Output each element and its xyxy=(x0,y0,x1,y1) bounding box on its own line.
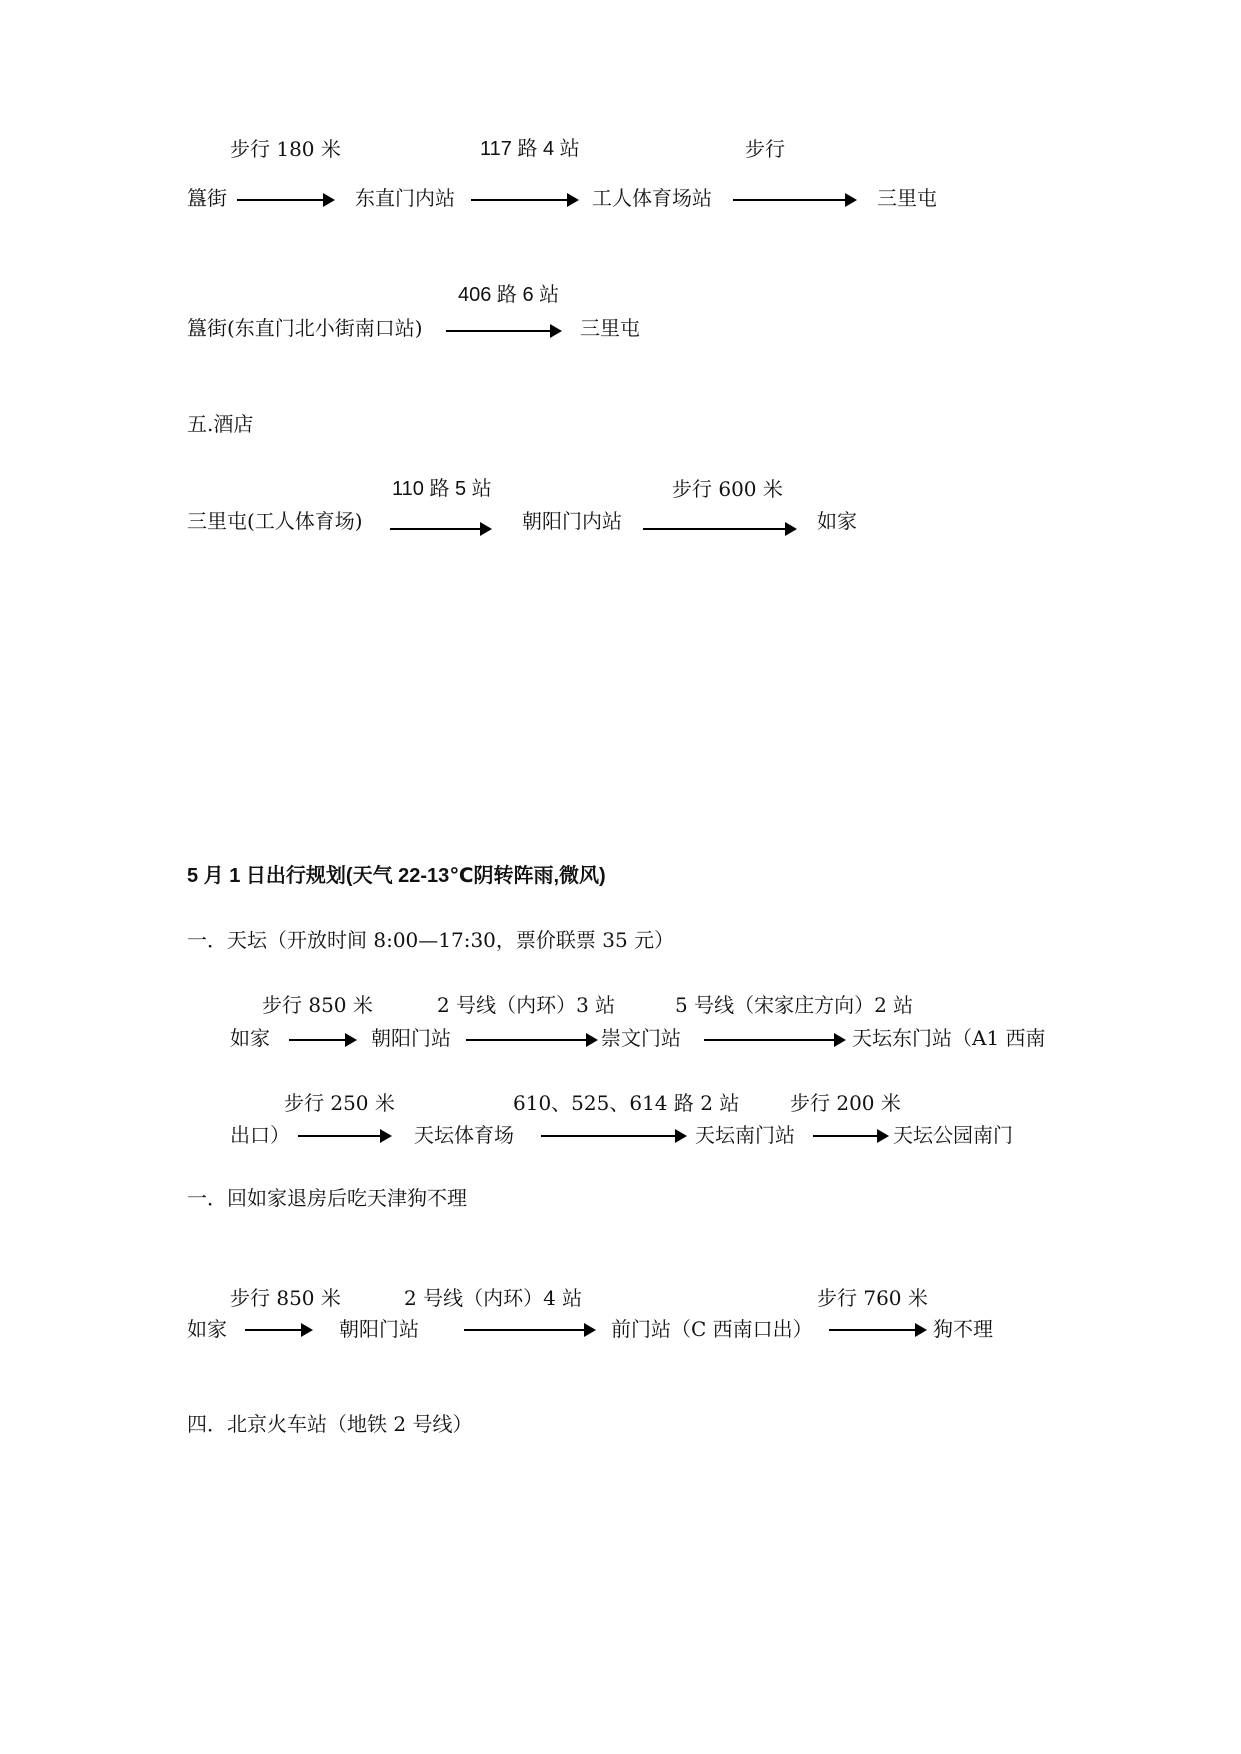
section5-arrow-1 xyxy=(390,528,490,530)
section2-heading: 一．回如家退房后吃天津狗不理 xyxy=(187,1186,467,1210)
route2-destination: 三里屯 xyxy=(580,316,640,340)
section2-label-line2: 2 号线（内环）4 站 xyxy=(404,1286,583,1310)
section1-row2-arrow-2 xyxy=(541,1135,685,1137)
section5-heading: 五.酒店 xyxy=(187,412,254,436)
section1-row2-label-walk2: 步行 200 米 xyxy=(790,1091,901,1115)
route1-stop1: 东直门内站 xyxy=(355,186,455,210)
section1-row1-arrow-2 xyxy=(466,1039,596,1041)
route2-origin: 簋街(东直门北小街南口站) xyxy=(187,316,423,340)
section1-row2-origin: 出口） xyxy=(230,1123,290,1147)
section1-row1-label-line5: 5 号线（宋家庄方向）2 站 xyxy=(675,993,914,1017)
section1-row1-origin: 如家 xyxy=(230,1026,270,1050)
route1-arrow-1 xyxy=(237,199,333,201)
route2-arrow-1 xyxy=(446,330,560,332)
route1-label-walk2: 步行 xyxy=(745,137,785,161)
section2-stop1: 朝阳门站 xyxy=(339,1317,419,1341)
section1-row1-stop3: 天坛东门站（A1 西南 xyxy=(852,1026,1046,1050)
section1-row2-arrow-1 xyxy=(298,1135,390,1137)
section1-row2-stop1: 天坛体育场 xyxy=(414,1123,514,1147)
section1-row2-label-walk: 步行 250 米 xyxy=(284,1091,395,1115)
section5-label-walk: 步行 600 米 xyxy=(672,477,783,501)
route1-label-walk: 步行 180 米 xyxy=(230,137,341,161)
section1-row2-arrow-3 xyxy=(813,1135,887,1137)
route1-arrow-2 xyxy=(471,199,577,201)
section1-row2-label-bus: 610、525、614 路 2 站 xyxy=(513,1091,740,1115)
section2-arrow-3 xyxy=(829,1329,925,1331)
section5-arrow-2 xyxy=(643,528,795,530)
section4-heading: 四．北京火车站（地铁 2 号线） xyxy=(187,1412,473,1436)
section1-row1-stop1: 朝阳门站 xyxy=(371,1026,451,1050)
day-plan-title: 5 月 1 日出行规划(天气 22-13℃阴转阵雨,微风) xyxy=(187,865,606,887)
section5-origin: 三里屯(工人体育场) xyxy=(187,509,363,533)
route2-label-bus: 406 路 6 站 xyxy=(458,284,560,306)
section2-stop2: 前门站（C 西南口出） xyxy=(611,1317,813,1341)
section1-heading: 一．天坛（开放时间 8:00—17:30，票价联票 35 元） xyxy=(187,928,675,952)
section2-arrow-1 xyxy=(245,1329,311,1331)
section2-arrow-2 xyxy=(464,1329,594,1331)
section1-row1-arrow-1 xyxy=(289,1039,355,1041)
section2-label-walk: 步行 850 米 xyxy=(230,1286,341,1310)
section1-row2-stop2: 天坛南门站 xyxy=(695,1123,795,1147)
section1-row1-label-walk: 步行 850 米 xyxy=(262,993,373,1017)
section5-stop1: 朝阳门内站 xyxy=(522,509,622,533)
section1-row1-arrow-3 xyxy=(704,1039,844,1041)
section5-destination: 如家 xyxy=(817,509,857,533)
section2-destination: 狗不理 xyxy=(933,1317,993,1341)
route1-destination: 三里屯 xyxy=(877,186,937,210)
route1-label-bus: 117 路 4 站 xyxy=(480,138,580,160)
section1-row1-stop2: 崇文门站 xyxy=(601,1026,681,1050)
section1-row1-label-line2: 2 号线（内环）3 站 xyxy=(437,993,616,1017)
section1-row2-destination: 天坛公园南门 xyxy=(893,1123,1013,1147)
route1-origin: 簋街 xyxy=(187,186,227,210)
section2-origin: 如家 xyxy=(187,1317,227,1341)
section5-label-bus: 110 路 5 站 xyxy=(392,478,492,500)
section2-label-walk2: 步行 760 米 xyxy=(817,1286,928,1310)
route1-arrow-3 xyxy=(733,199,855,201)
route1-stop2: 工人体育场站 xyxy=(592,186,712,210)
